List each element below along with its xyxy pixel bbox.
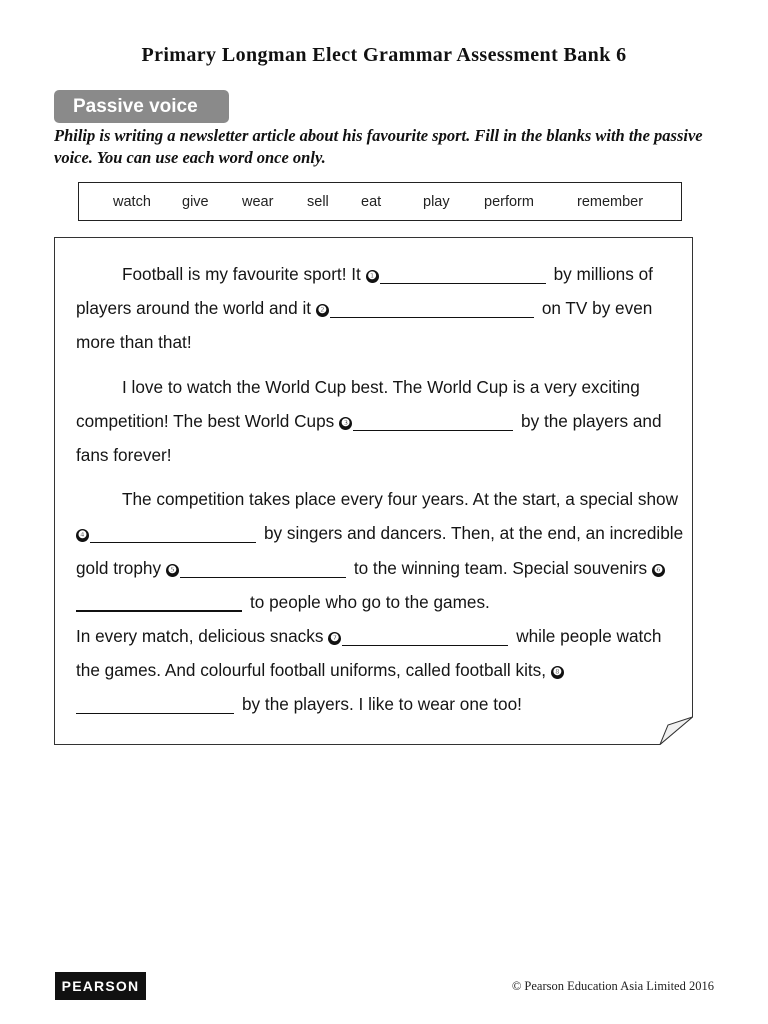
word-box xyxy=(78,182,682,221)
paragraph-4 xyxy=(76,619,684,722)
text-run: to people who go to the games. xyxy=(250,591,490,612)
text-run: In every match, delicious snacks xyxy=(76,626,329,647)
text-run: while people watch the games. And colourful football uniforms, called football kits, xyxy=(76,626,662,681)
number-badge: ❹ xyxy=(76,529,89,542)
paragraph-3 xyxy=(76,482,684,619)
page-title: Primary Longman Elect Grammar Assessment Bank 6 xyxy=(141,44,627,66)
answer-blank-6[interactable] xyxy=(76,590,242,612)
section-tag: Passive voice xyxy=(54,90,229,123)
instructions: Philip is writing a newsletter article about his favourite sport. Fill in the blanks with the passive voice. You can use each word once only. xyxy=(54,126,703,167)
copyright-notice: © Pearson Education Asia Limited 2016 xyxy=(511,979,714,993)
answer-blank-4[interactable] xyxy=(90,522,256,543)
paragraph-2 xyxy=(76,370,684,473)
number-badge: ❻ xyxy=(652,564,665,577)
word-option: perform xyxy=(484,194,534,210)
text-run: by singers and dancers. Then, at the end, an incredible gold trophy xyxy=(76,523,684,578)
word-option: eat xyxy=(361,194,382,210)
text-run: on TV by even more than that! xyxy=(76,298,653,353)
number-badge: ❷ xyxy=(316,304,329,317)
text-run: I love to watch the World Cup best. The World Cup is a very exciting competition! The best World Cups xyxy=(76,376,640,431)
pearson-logo: PEARSON xyxy=(55,972,146,1000)
text-run: The competition takes place every four years. At the start, a special show xyxy=(122,489,678,510)
paragraph-1 xyxy=(76,257,684,360)
number-badge: ❺ xyxy=(166,564,179,577)
article-text xyxy=(76,257,684,732)
text-run: by the players and fans forever! xyxy=(76,410,662,466)
word-option: play xyxy=(423,194,450,210)
answer-blank-3[interactable] xyxy=(353,410,513,431)
text-run: by millions of players around the world and it xyxy=(76,264,653,319)
word-option: wear xyxy=(242,194,274,210)
text-run: Football is my favourite sport! It xyxy=(122,264,366,284)
word-option: watch xyxy=(113,194,151,210)
number-badge: ❸ xyxy=(339,417,352,430)
text-run: by the players. I like to wear one too! xyxy=(242,694,522,715)
word-option: sell xyxy=(307,194,329,210)
answer-blank-8[interactable] xyxy=(76,693,234,714)
word-option: give xyxy=(182,194,209,210)
number-badge: ❽ xyxy=(551,666,564,679)
word-option: remember xyxy=(577,194,644,210)
answer-blank-7[interactable] xyxy=(342,625,508,646)
article-panel xyxy=(54,237,694,745)
answer-blank-5[interactable] xyxy=(180,557,346,578)
answer-blank-1[interactable] xyxy=(380,263,546,284)
number-badge: ❶ xyxy=(366,270,379,283)
text-run: to the winning team. Special souvenirs xyxy=(353,557,652,578)
answer-blank-2[interactable] xyxy=(330,297,534,318)
number-badge: ❼ xyxy=(328,632,341,645)
